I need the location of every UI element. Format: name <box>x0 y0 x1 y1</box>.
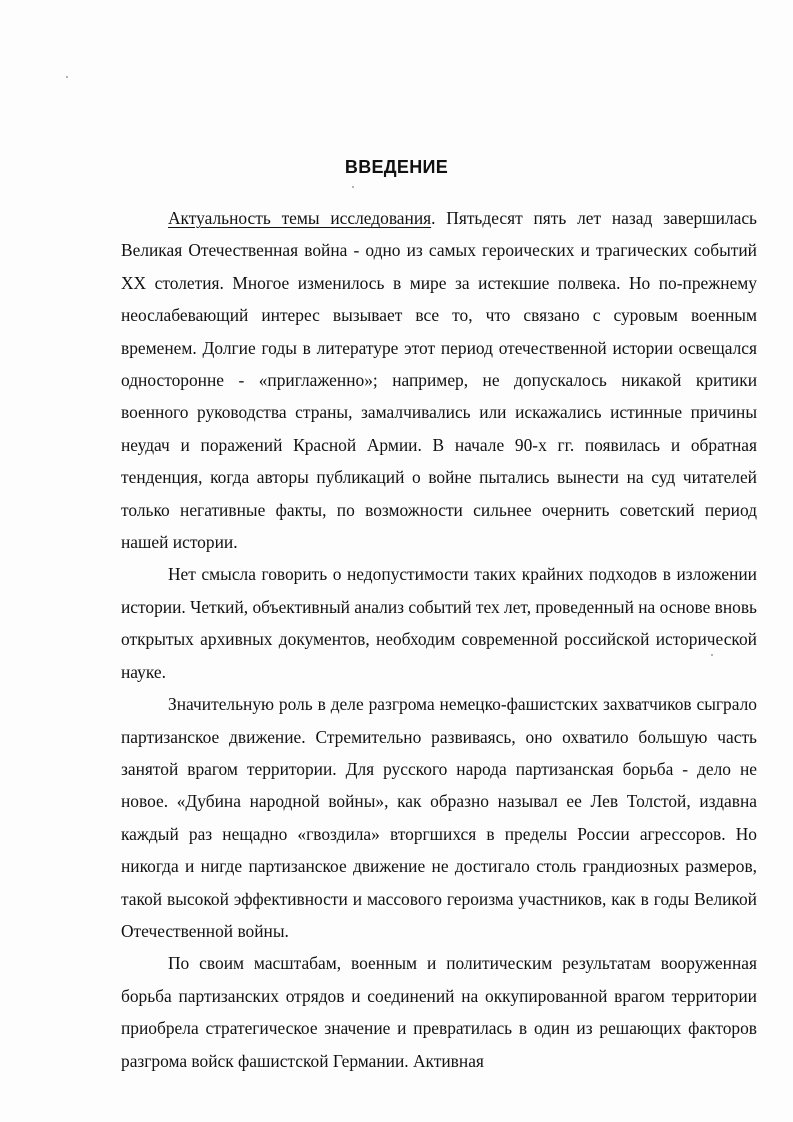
paragraph <box>121 558 757 688</box>
paragraph-text: По своим масштабам, военным и политическим результатам вооруженная борьба партизанских отрядов и соединений на оккупированной врагом территории приобрела стратегическое значение и превратилась в один из решающих факторов разгрома войск фашистской Германии. Активная <box>121 953 757 1071</box>
scan-speck <box>66 76 68 78</box>
scan-speck <box>352 186 354 188</box>
paragraph-text: Значительную роль в деле разгрома немецко-фашистских захватчиков сыграло партизанское движение. Стремительно развиваясь, оно охватило большую часть занятой врагом территории. Для русского народа партизанская борьба - дело не новое. «Дубина народной войны», как образно называл ее Лев Толстой, издавна каждый раз нещадно «гвоздила» вторгшихся в пределы России агрессоров. Но никогда и нигде партизанское движение не достигало столь грандиозных размеров, такой высокой эффективности и массового героизма участников, как в годы Великой Отечественной войны. <box>121 694 757 941</box>
section-lead-underlined: Актуальность темы исследования <box>168 208 432 228</box>
paragraph <box>121 202 757 558</box>
paragraph <box>121 947 757 1077</box>
page-title: ВВЕДЕНИЕ <box>344 157 449 177</box>
paragraph-text: Нет смысла говорить о недопустимости таких крайних подходов в изложении истории. Четкий, объективный анализ событий тех лет, проведенный на основе вновь открытых архивных документов, необходим современной российской исторической науке. <box>121 564 757 682</box>
paragraph <box>121 688 757 947</box>
document-body <box>121 202 757 1077</box>
paragraph-text: . Пятьдесят пять лет назад завершилась Великая Отечественная война - одно из самых героических и трагических событий XX столетия. Многое изменилось в мире за истекшие полвека. Но по-прежнему неослабевающий интерес вызывает все то, что связано с суровым военным временем. Долгие годы в литературе этот период отечественной истории освещался односторонне - «приглаженно»; например, не допускалось никакой критики военного руководства страны, замалчивались или искажались истинные причины неудач и поражений Красной Армии. В начале 90-х гг. появилась и обратная тенденция, когда авторы публикаций о войне пытались вынести на суд читателей только негативные факты, по возможности сильнее очернить советский период нашей истории. <box>121 208 757 553</box>
